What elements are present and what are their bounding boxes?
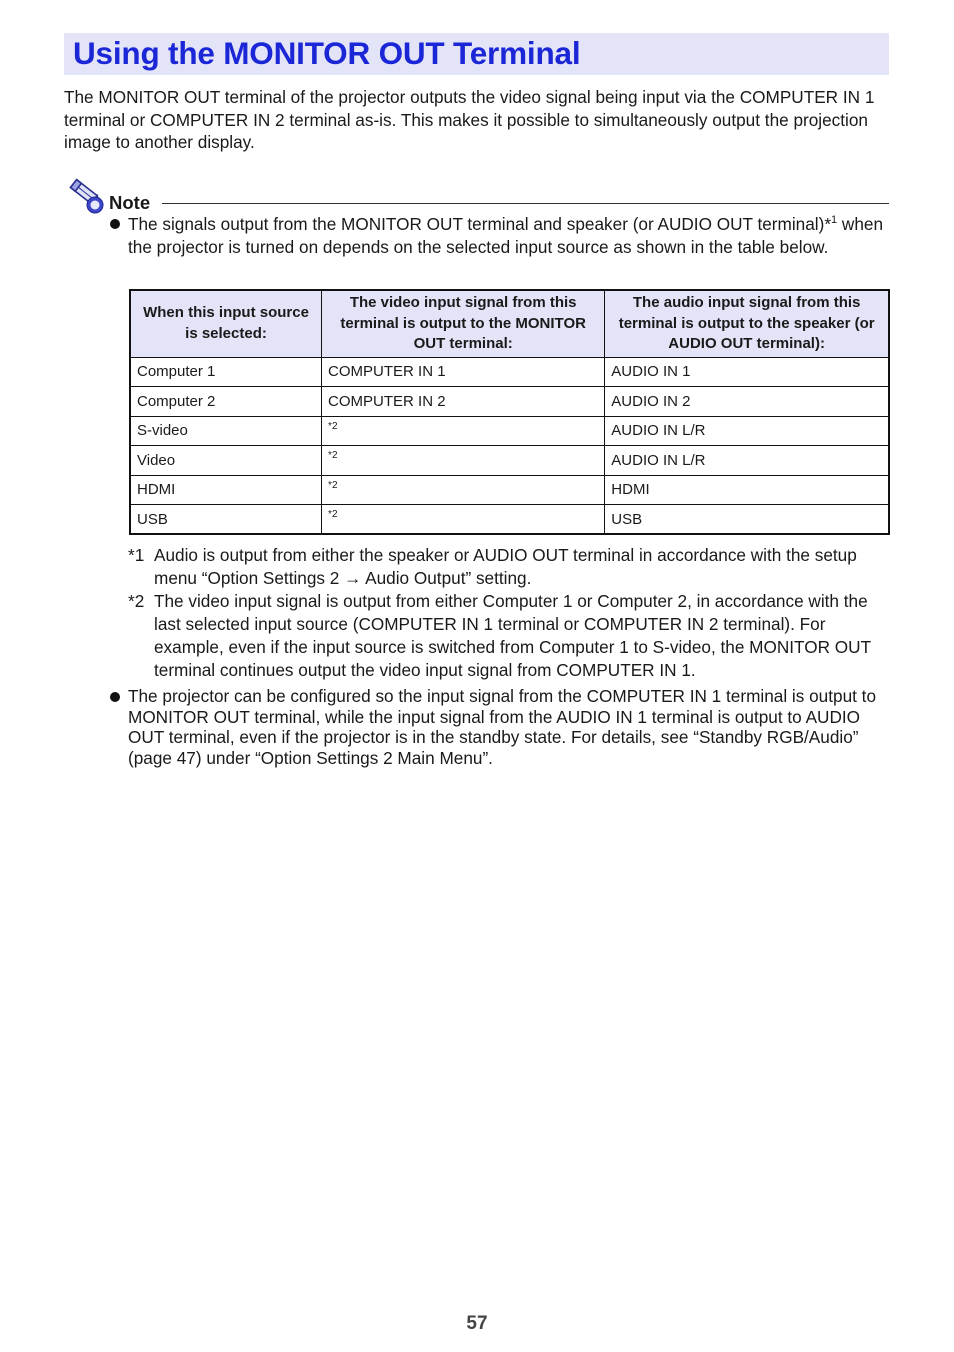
- note-divider: [162, 203, 889, 204]
- footnote-mark: *1: [128, 545, 145, 565]
- table-row: [130, 475, 889, 505]
- table-cell: *2: [322, 446, 605, 476]
- page-title: Using the MONITOR OUT Terminal: [73, 35, 581, 71]
- table-cell: HDMI: [605, 475, 889, 505]
- bullet-1-text: The signals output from the MONITOR OUT terminal and speaker (or AUDIO OUT terminal)*: [128, 214, 832, 234]
- table-cell: *2: [322, 416, 605, 446]
- table-cell: USB: [130, 505, 322, 535]
- table-cell: Computer 1: [130, 357, 322, 387]
- bullet-icon: [110, 692, 120, 702]
- note-bullet-2: [108, 686, 892, 768]
- table-cell: USB: [605, 505, 889, 535]
- table-cell: HDMI: [130, 475, 322, 505]
- table-header: The video input signal from this terminal is output to the MONITOR OUT terminal:: [322, 290, 605, 357]
- table-cell: *2: [322, 475, 605, 505]
- table-row: [130, 446, 889, 476]
- note-header: [66, 175, 889, 215]
- table-cell: S-video: [130, 416, 322, 446]
- table-cell: COMPUTER IN 2: [322, 387, 605, 417]
- note-pencil-icon: [66, 175, 106, 215]
- table-header: The audio input signal from this terminal is output to the speaker (or AUDIO OUT terminal):: [605, 290, 889, 357]
- intro-paragraph: The MONITOR OUT terminal of the projector outputs the video signal being input via the COMPUTER IN 1 terminal or COMPUTER IN 2 terminal as-is. This makes it possible to simultaneously output the projection image to another display.: [64, 87, 875, 152]
- table-cell: AUDIO IN L/R: [605, 446, 889, 476]
- table-row: [130, 357, 889, 387]
- table-row: [130, 505, 889, 535]
- table-cell: COMPUTER IN 1: [322, 357, 605, 387]
- bullet-1-text-cont: when the projector is turned on depends on the selected input source as shown in the table below.: [128, 214, 884, 257]
- footnote-mark: *2: [128, 591, 145, 611]
- footnote-2: [128, 590, 892, 682]
- signal-output-table: [129, 289, 890, 535]
- bullet-2-text: The projector can be configured so the input signal from the COMPUTER IN 1 terminal is output to MONITOR OUT terminal, while the input signal from the AUDIO IN 1 terminal is output to AUDIO OUT terminal, even if the projector is in the standby state. For details, see “Standby RGB/Audio” (page 47) under “Option Settings 2 Main Menu”.: [128, 686, 877, 768]
- table-cell: AUDIO IN L/R: [605, 416, 889, 446]
- title-bar: [64, 33, 889, 75]
- table-cell: AUDIO IN 1: [605, 357, 889, 387]
- page-number: 57: [466, 1313, 488, 1334]
- note-bullet-1: [108, 213, 892, 258]
- table-cell: *2: [322, 505, 605, 535]
- table-cell: Computer 2: [130, 387, 322, 417]
- table-row: [130, 416, 889, 446]
- footnote-1: [128, 544, 892, 590]
- footnote-ref: 1: [831, 214, 838, 226]
- table-row: [130, 387, 889, 417]
- table-header: When this input source is selected:: [130, 290, 322, 357]
- bullet-icon: [110, 219, 120, 229]
- table-cell: Video: [130, 446, 322, 476]
- note-label: Note: [109, 192, 151, 213]
- table-cell: AUDIO IN 2: [605, 387, 889, 417]
- footnote-text: The video input signal is output from either Computer 1 or Computer 2, in accordance with the last selected input source (COMPUTER IN 1 terminal or COMPUTER IN 2 terminal). For example, even if the input source is switched from Computer 1 to S-video, the MONITOR OUT terminal continues output the video input signal from COMPUTER IN 1.: [154, 591, 871, 680]
- table-header-row: [130, 290, 889, 357]
- footnote-text: Audio is output from either the speaker or AUDIO OUT terminal in accordance with the setup menu “Option Settings 2 → Audio Output” setting.: [154, 545, 857, 588]
